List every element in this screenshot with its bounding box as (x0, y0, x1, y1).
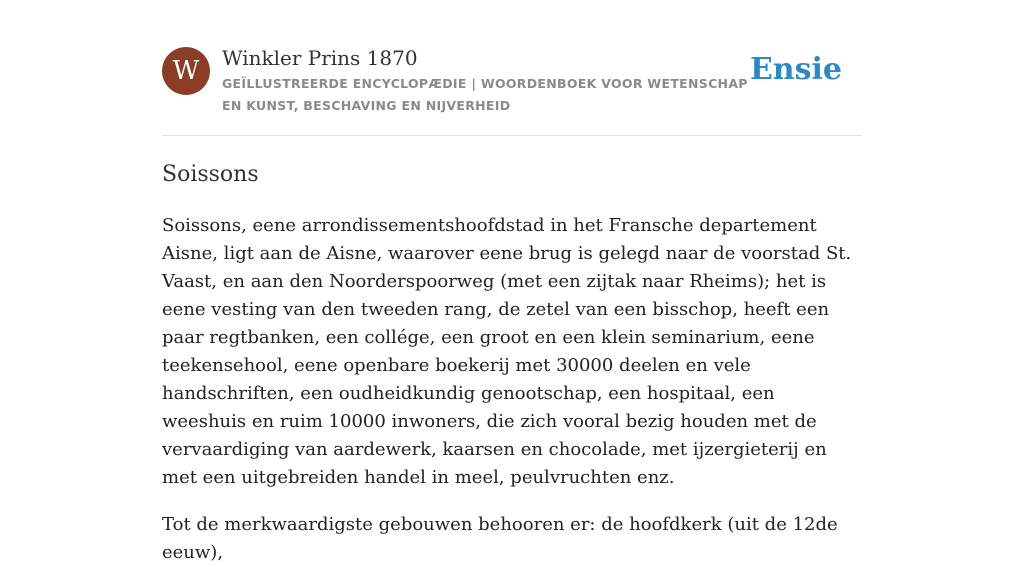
site-subtitle: GEÏLLUSTREERDE ENCYCLOPÆDIE | WOORDENBOEK VOOR WETENSCHAP EN KUNST, BESCHAVING EN NIJVERHEID (222, 76, 748, 113)
page-container (162, 0, 862, 567)
avatar[interactable]: W (162, 47, 210, 95)
article-title: Soissons (162, 162, 259, 187)
article (162, 160, 862, 567)
site-header (162, 0, 862, 136)
article-paragraph: Tot de merkwaardigste gebouwen behooren er: de hoofdkerk (uit de 12de eeuw), (162, 514, 838, 563)
article-paragraph: Soissons, eene arrondissementshoofdstad in het Fransche departement Aisne, ligt aan de Aisne, waarover eene brug is gelegd naar de voorstad St. Vaast, en aan den Noorderspoorweg (met een zijtak naar Rheims); het is eene vesting van den tweeden rang, de zetel van een bisschop, heeft een paar regtbanken, een collége, een groot en een klein seminarium, eene teekensehool, eene openbare boekerij met 30000 deelen en vele handschriften, een oudheidkundig genootschap, een hospitaal, een weeshuis en ruim 10000 inwoners, die zich vooral bezig houden met de vervaardiging van aardewerk, kaarsen en chocolade, met ijzergieterij en met een uitgebreiden handel in meel, peulvruchten enz. (162, 215, 852, 488)
ensie-logo[interactable]: Ensie (749, 52, 842, 87)
site-title[interactable]: Winkler Prins 1870 (222, 46, 418, 70)
